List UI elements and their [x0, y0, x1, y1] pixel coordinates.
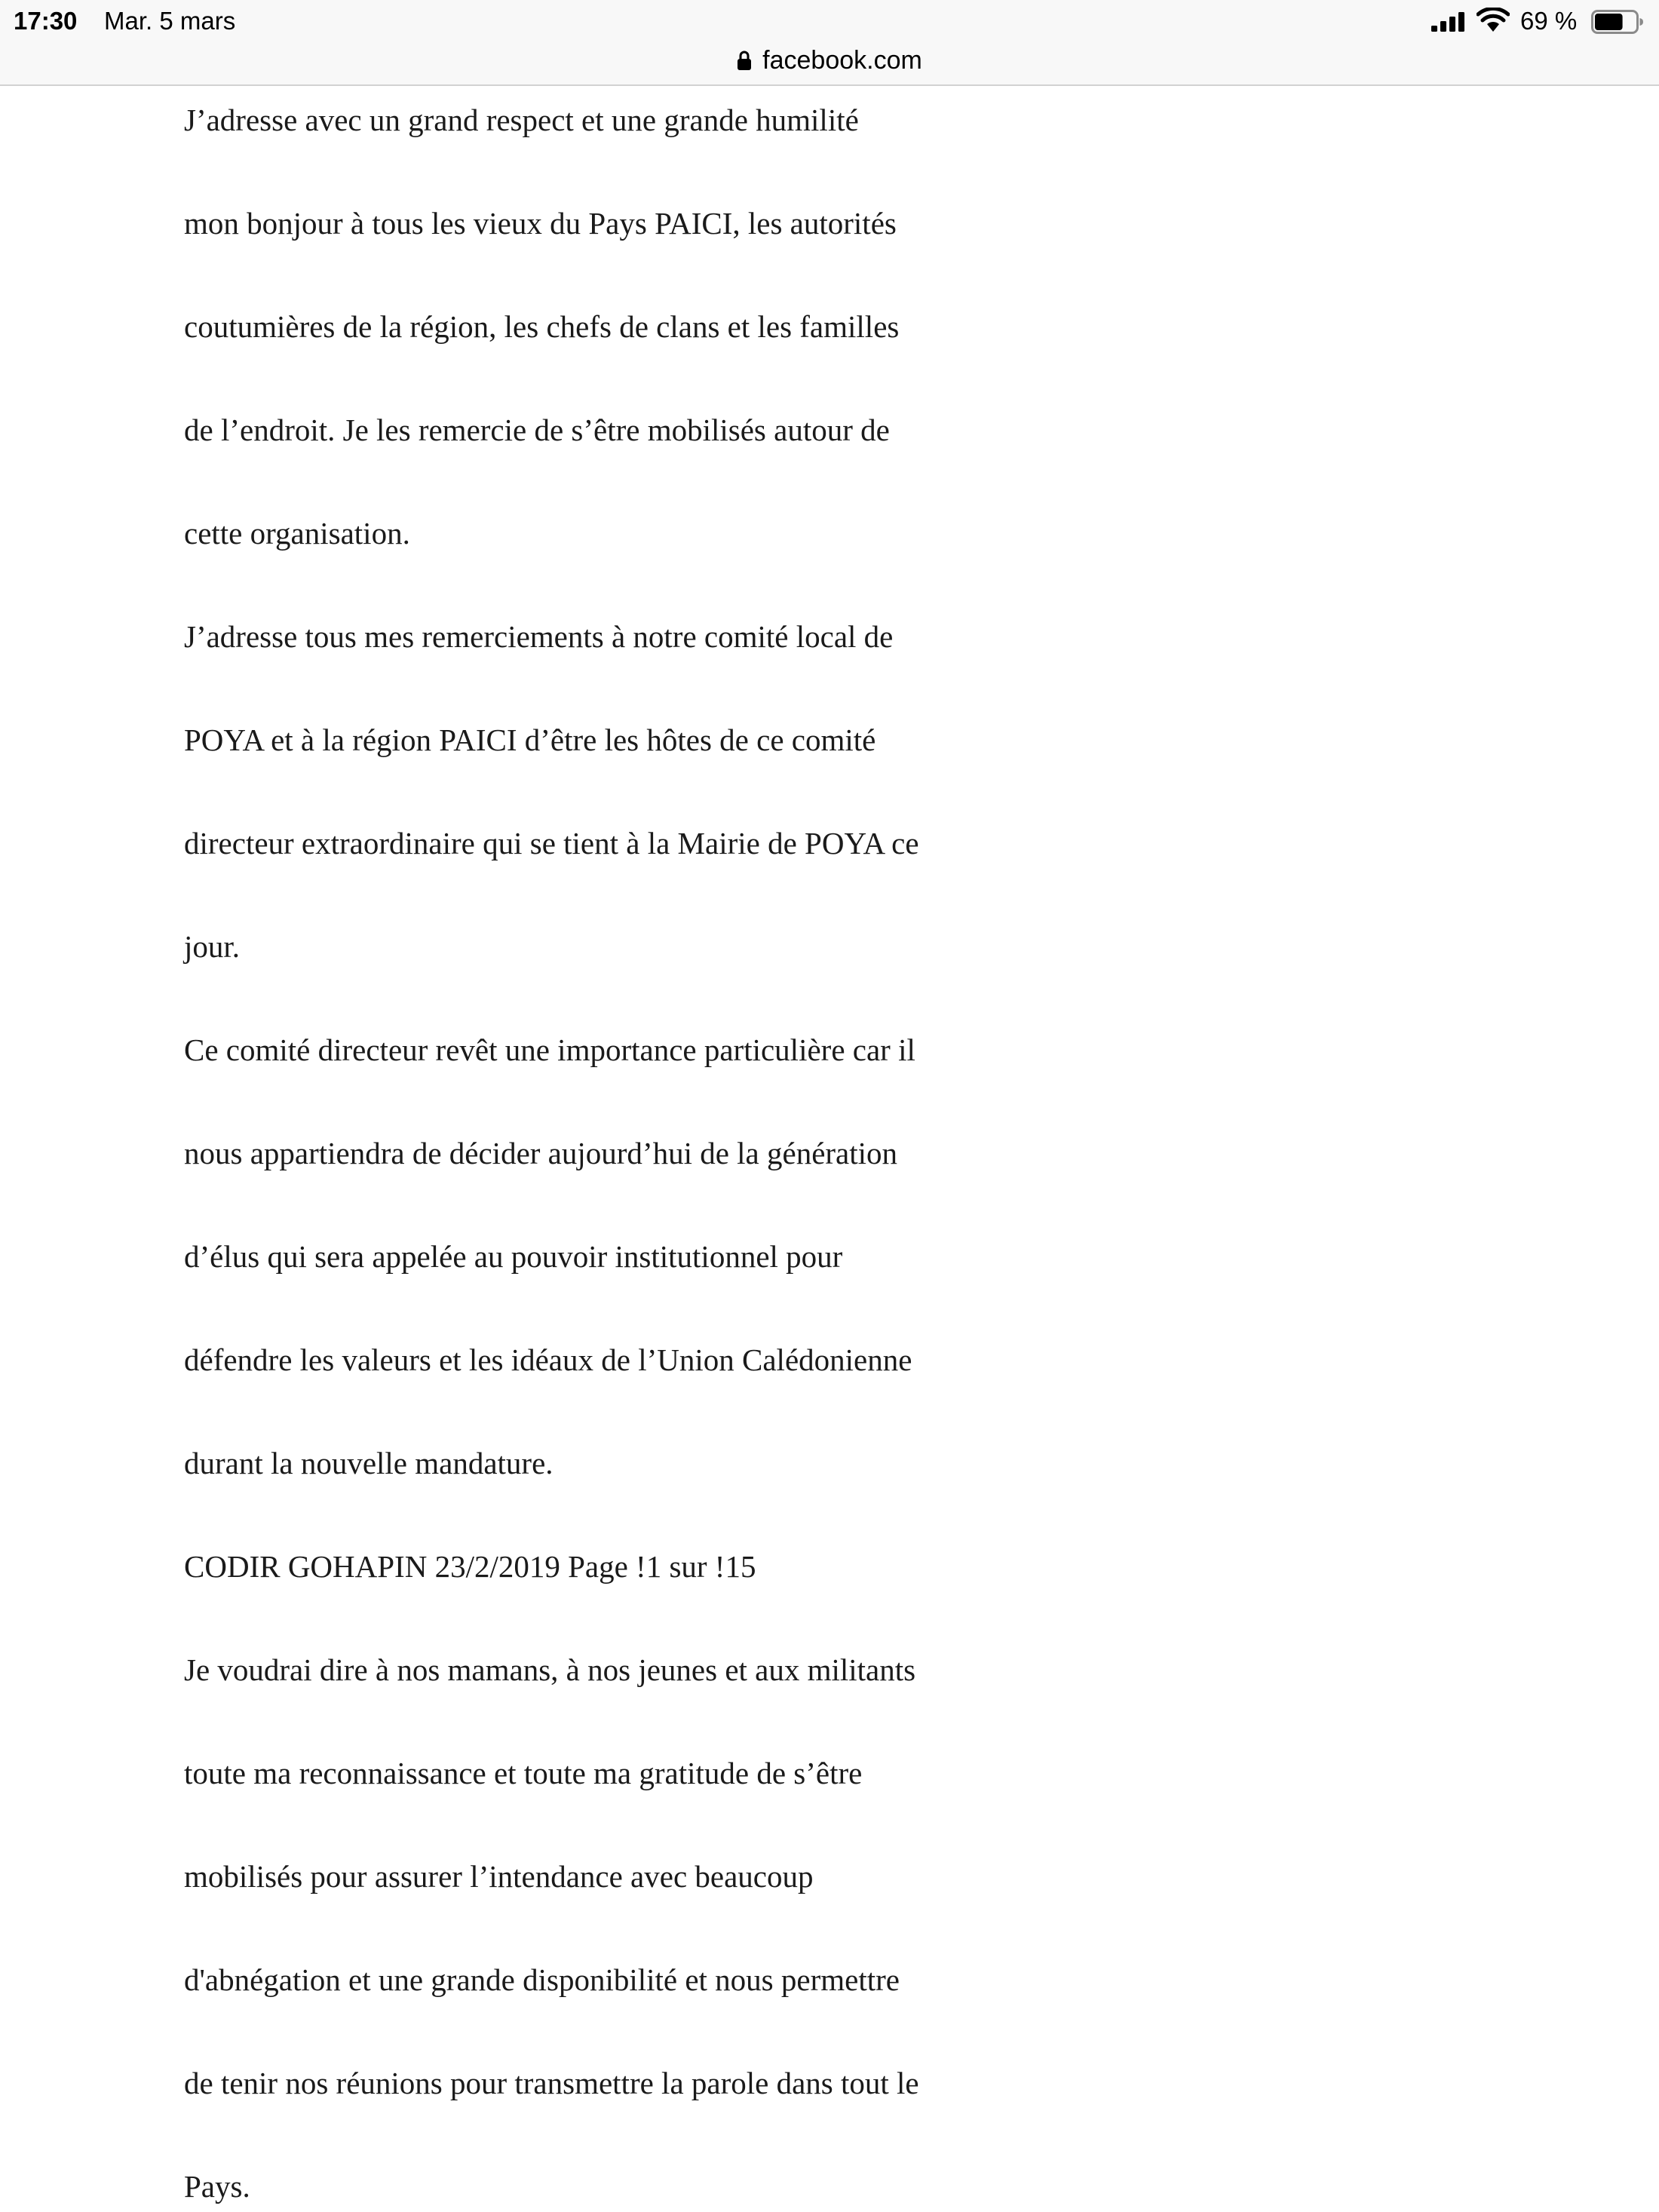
document-line: jour. — [184, 929, 241, 964]
document-text — [184, 98, 1089, 2212]
document-line: J’adresse avec un grand respect et une grande humilité — [184, 103, 859, 137]
document-line: de l’endroit. Je les remercie de s’être mobilisés autour de — [184, 413, 890, 447]
document-line: de tenir nos réunions pour transmettre la parole dans tout le — [184, 2066, 919, 2100]
battery-percent: 69 % — [1520, 7, 1578, 35]
document-line: d’élus qui sera appelée au pouvoir institutionnel pour — [184, 1239, 843, 1274]
document-line: mon bonjour à tous les vieux du Pays PAICI, les autorités — [184, 206, 897, 241]
document-line: toute ma reconnaissance et toute ma gratitude de s’être — [184, 1756, 863, 1790]
battery-level-fill — [1595, 14, 1623, 30]
document-line: J’adresse tous mes remerciements à notre comité local de — [184, 619, 894, 654]
address-bar-content[interactable] — [0, 42, 1659, 78]
document-line: POYA et à la région PAICI d’être les hôtes de ce comité — [184, 723, 876, 757]
document-line: Ce comité directeur revêt une importance particulière car il — [184, 1032, 915, 1067]
signal-icon — [1431, 12, 1467, 32]
status-time: 17:30 — [14, 7, 78, 35]
document-line: durant la nouvelle mandature. — [184, 1446, 554, 1480]
status-bar — [0, 0, 1659, 41]
document-line: cette organisation. — [184, 516, 410, 551]
document-line: coutumières de la région, les chefs de clans et les familles — [184, 309, 900, 344]
document-line: Pays. — [184, 2169, 250, 2204]
address-bar[interactable] — [0, 41, 1659, 86]
document-line: défendre les valeurs et les idéaux de l’Union Calédonienne — [184, 1342, 912, 1377]
document-line: CODIR GOHAPIN 23/2/2019 Page !1 sur !15 — [184, 1549, 756, 1584]
url-text[interactable]: facebook.com — [762, 46, 922, 75]
document-line: mobilisés pour assurer l’intendance avec beaucoup — [184, 1859, 814, 1894]
document-line: Je voudrai dire à nos mamans, à nos jeunes et aux militants — [184, 1652, 916, 1687]
battery-icon — [1591, 10, 1644, 34]
document-line: d'abnégation et une grande disponibilité et nous permettre — [184, 1962, 900, 1997]
document-line: nous appartiendra de décider aujourd’hui de la génération — [184, 1136, 898, 1170]
document-line: directeur extraordinaire qui se tient à la Mairie de POYA ce — [184, 826, 919, 861]
wifi-icon — [1477, 8, 1510, 33]
status-date: Mar. 5 mars — [104, 7, 236, 35]
lock-icon — [737, 50, 752, 71]
